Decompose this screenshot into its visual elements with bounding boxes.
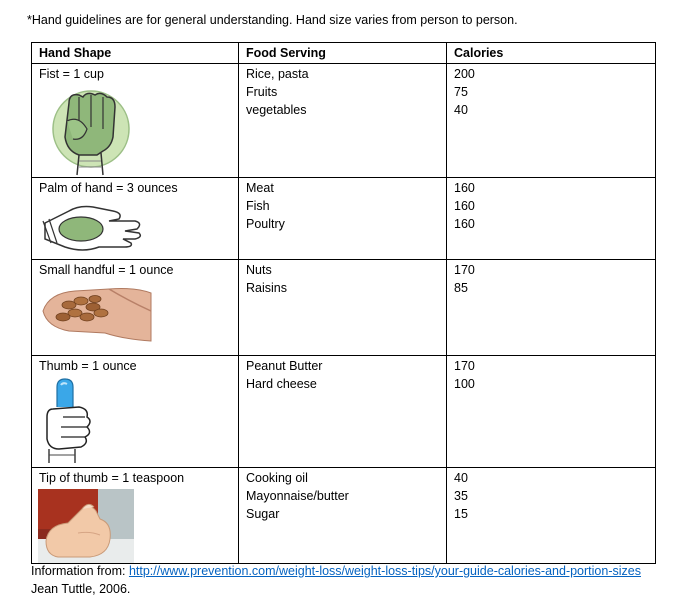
citation-prefix: Information from:: [31, 564, 129, 578]
palm-icon: [39, 199, 149, 257]
food-item: Meat: [246, 181, 274, 195]
calorie-value: 75: [454, 85, 468, 99]
thumb-icon: [39, 377, 99, 465]
food-item: Rice, pasta: [246, 67, 309, 81]
table-row: [32, 64, 656, 178]
thumb-tip-icon: [38, 489, 134, 563]
calorie-value: 40: [454, 471, 468, 485]
hand-shape-label: Thumb = 1 ounce: [39, 359, 137, 373]
source-citation: [31, 562, 671, 598]
disclaimer-note: *Hand guidelines are for general understanding. Hand size varies from person to person.: [27, 13, 518, 27]
food-item: Fruits: [246, 85, 278, 99]
calorie-value: 160: [454, 199, 475, 213]
calorie-value: 15: [454, 507, 468, 521]
hand-shape-label: Small handful = 1 ounce: [39, 263, 174, 277]
food-serving-cell: [239, 260, 447, 356]
food-item: Sugar: [246, 507, 280, 521]
hand-shape-cell: [32, 468, 239, 564]
calories-cell: [447, 64, 656, 178]
calories-cell: [447, 260, 656, 356]
food-serving-cell: [239, 468, 447, 564]
calorie-value: 85: [454, 281, 468, 295]
calorie-value: 170: [454, 263, 475, 277]
hand-shape-cell: [32, 260, 239, 356]
source-link[interactable]: http://www.prevention.com/weight-loss/weight-loss-tips/your-guide-calories-and-portion-sizes: [128, 564, 641, 578]
food-serving-cell: [239, 178, 447, 260]
calories-cell: [447, 356, 656, 468]
header-food-serving: Food Serving: [239, 43, 447, 64]
portion-guide-table: [31, 42, 656, 564]
food-serving-cell: [239, 356, 447, 468]
header-row: [32, 43, 656, 64]
food-serving-cell: [239, 64, 447, 178]
food-item: vegetables: [246, 103, 307, 117]
food-item: Peanut Butter: [246, 359, 323, 373]
header-hand-shape: Hand Shape: [32, 43, 239, 64]
calorie-value: 170: [454, 359, 475, 373]
hand-shape-cell: [32, 178, 239, 260]
table-row: [32, 178, 656, 260]
calories-cell: [447, 468, 656, 564]
handful-icon: [39, 281, 155, 345]
calories-cell: [447, 178, 656, 260]
hand-shape-cell: [32, 356, 239, 468]
food-item: Cooking oil: [246, 471, 308, 485]
header-calories: Calories: [447, 43, 656, 64]
food-item: Mayonnaise/butter: [246, 489, 349, 503]
food-item: Poultry: [246, 217, 285, 231]
citation-suffix: Jean Tuttle, 2006.: [31, 582, 131, 596]
calorie-value: 160: [454, 181, 475, 195]
table-row: [32, 468, 656, 564]
table-row: [32, 260, 656, 356]
hand-shape-cell: [32, 64, 239, 178]
table-row: [32, 356, 656, 468]
calorie-value: 35: [454, 489, 468, 503]
calorie-value: 40: [454, 103, 468, 117]
food-item: Fish: [246, 199, 270, 213]
hand-shape-label: Fist = 1 cup: [39, 67, 104, 81]
food-item: Hard cheese: [246, 377, 317, 391]
food-item: Raisins: [246, 281, 287, 295]
food-item: Nuts: [246, 263, 272, 277]
hand-shape-label: Tip of thumb = 1 teaspoon: [39, 471, 185, 485]
calorie-value: 100: [454, 377, 475, 391]
calorie-value: 160: [454, 217, 475, 231]
calorie-value: 200: [454, 67, 475, 81]
fist-icon: [39, 85, 159, 177]
hand-shape-label: Palm of hand = 3 ounces: [39, 181, 178, 195]
